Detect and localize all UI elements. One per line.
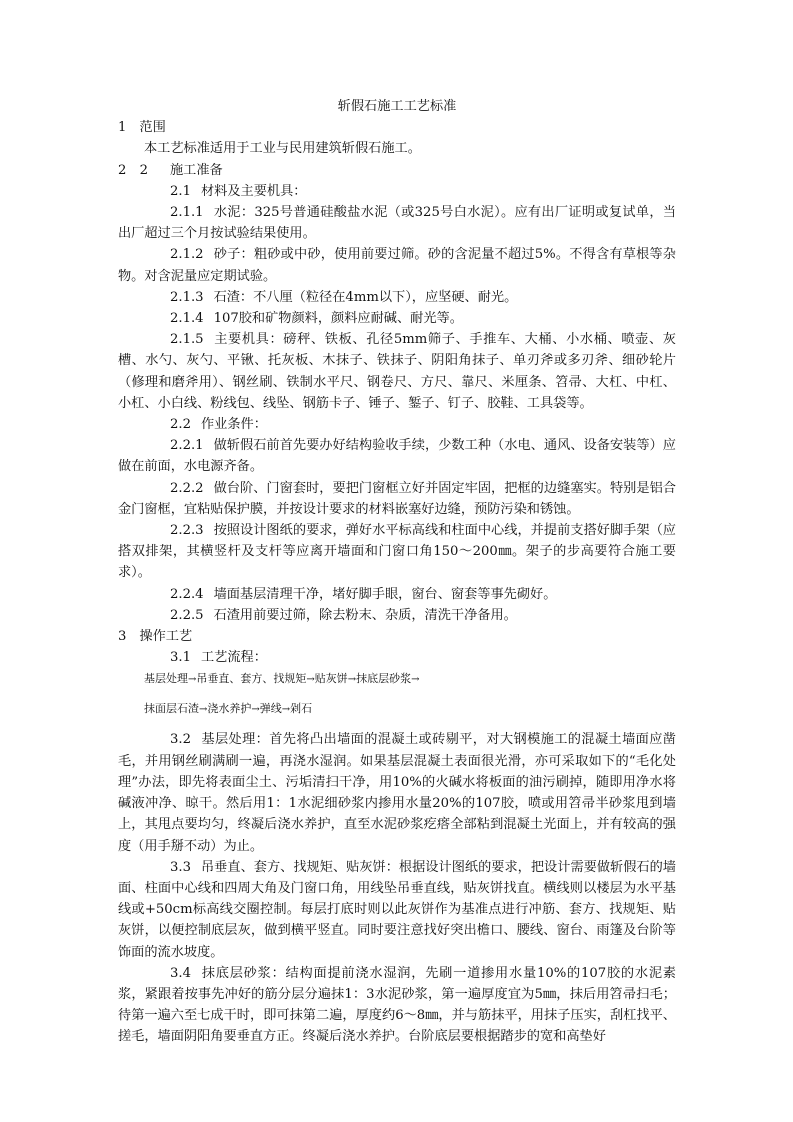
clause-text: 107胶和矿物颜料，颜料应耐碱、耐光等。 [213,311,463,327]
flow-step: 抹面层石渣 [144,702,199,716]
clause-2-2 [118,414,676,435]
clause-text: 做斩假石前首先要办好结构验收手续，少数工种（水电、通风、设备安装等）应做在前面，水电源齐备。 [118,438,676,475]
flow-step: 浇水养护 [207,702,252,716]
clause-number: 2.1.5 [170,332,204,348]
clause-text: 抹底层砂浆：结构面提前浇水湿润，先刷一道掺用水量10%的107胶的水泥素浆，紧跟着按事先冲好的筋分层分遍抹1：3水泥砂浆，第一遍厚度宜为5㎜，抹后用笤帚扫毛；待第一遍六至七成干时，即可抹第二遍，厚度约6～8㎜，并与筋抹平，用抹子压实，刮杠找平、搓毛，墙面阴阳角要垂直方正。终凝后浇水养护。台阶底层要根据踏步的宽和高垫好 [118,965,676,1045]
clause-text: 砂子：粗砂或中砂，使用前要过筛。砂的含泥量不超过5%。不得含有草根等杂物。对含泥量应定期试验。 [118,247,676,284]
clause-text: 工艺流程： [200,650,267,666]
clause-text: 墙面基层清理干净，堵好脚手眼，窗台、窗套等事先砌好。 [213,586,557,602]
clause-number: 2.1.4 [170,311,204,327]
section-1-heading [118,117,676,138]
clause-2-2-3 [118,520,676,584]
clause-3-3 [118,857,676,963]
arrow-right-icon: → [281,704,291,716]
section-number: 3 [118,629,127,645]
clause-2-1-3 [118,287,676,308]
clause-2-1-5 [118,329,676,414]
clause-number: 2.2 [170,417,191,433]
clause-text: 作业条件： [200,417,267,433]
clause-2-1-2 [118,244,676,286]
clause-2-2-2 [118,478,676,520]
clause-number: 2.2.5 [170,607,204,623]
clause-2-2-5 [118,605,676,626]
clause-text: 石渣用前要过筛，除去粉末、杂质，清洗干净备用。 [213,607,517,623]
clause-text: 做台阶、门窗套时，要把门窗框立好并固定牢固，把框的边缝塞实。特别是铝合金门窗框，宜粘贴保护膜，并按设计要求的材料嵌塞好边缝，预防污染和锈蚀。 [118,480,676,517]
clause-2-1 [118,181,676,202]
arrow-right-icon: → [347,674,357,686]
clause-number: 3.1 [170,650,191,666]
clause-number: 2.2.1 [170,438,204,454]
arrow-right-icon: → [411,674,420,686]
clause-number: 3.2 [170,732,191,748]
clause-text: 吊垂直、套方、找规矩、贴灰饼：根据设计图纸的要求，把设计需要做斩假石的墙面、柱面中心线和四周大角及门窗口角，用线坠吊垂直线，贴灰饼找直。横线则以楼层为水平基线或+50cm标高线交圈控制。每层打底时则以此灰饼作为基准点进行冲筋、套方、找规矩、贴灰饼，以便控制底层灰，做到横平竖直。同时要注意找好突出檐口、腰线、窗台、雨篷及台阶等饰面的流水坡度。 [118,859,676,960]
clause-number: 2.1 [170,183,191,199]
clause-2-2-1 [118,435,676,477]
clause-text: 主要机具：磅秤、铁板、孔径5mm筛子、手推车、大桶、小水桶、喷壶、灰槽、水勺、灰勺、平锹、托灰板、木抹子、铁抹子、阴阳角抹子、单刃斧或多刃斧、细砂轮片（修理和磨斧用）、钢丝刷、铁制水平尺、钢卷尺、方尺、靠尺、米厘条、笤帚、大杠、中杠、小杠、小白线、粉线包、线坠、钢筋卡子、锤子、錾子、钉子、胶鞋、工具袋等。 [118,332,676,411]
clause-text: 石渣：不八厘（粒径在4mm以下），应坚硬、耐光。 [213,289,518,305]
clause-number: 2.2.4 [170,586,204,602]
clause-2-1-4 [118,308,676,329]
document-page [118,96,676,1048]
document-title: 斩假石施工工艺标准 [337,99,457,114]
flow-step: 基层处理 [144,672,188,686]
section-1-body: 本工艺标准适用于工业与民用建筑斩假石施工。 [144,141,421,157]
arrow-right-icon: → [188,674,197,686]
section-number: 2 2 [118,162,148,178]
flow-step: 弹线 [259,702,282,716]
flow-step: 贴灰饼 [314,672,348,686]
clause-2-1-1 [118,202,676,244]
clause-text: 基层处理：首先将凸出墙面的混凝土或砖剔平，对大钢模施工的混凝土墙面应凿毛，并用钢丝刷满刷一遍，再浇水湿润。如果基层混凝土表面很光滑，亦可采取如下的“毛化处理”办法，即先将表面尘土、污垢清扫干净，用10%的火碱水将板面的油污刷掉，随即用净水将碱液冲净、晾干。然后用1：1水泥细砂浆内掺用水量20%的107胶，喷或用笤帚半砂浆甩到墙上，其甩点要均匀，终凝后浇水养护，直至水泥砂浆疙瘩全部粘到混凝土光面上，并有较高的强度（用手掰不动）为止。 [118,732,676,854]
flow-step: 抹底层砂浆 [356,672,412,686]
arrow-right-icon: → [306,674,315,686]
clause-number: 3.4 [170,965,191,981]
clause-number: 2.2.2 [170,480,204,496]
section-heading-text: 施工准备 [169,162,223,178]
flow-step: 剁石 [290,702,313,716]
clause-3-1 [118,647,676,668]
clause-number: 2.1.2 [170,247,204,263]
arrow-right-icon: → [251,704,260,716]
clause-3-2 [118,729,676,856]
clause-number: 3.3 [170,859,191,875]
section-heading-text: 范围 [139,120,166,136]
flow-step: 吊垂直、套方、找规矩 [196,672,307,686]
process-flow-line-2 [118,699,676,720]
clause-text: 按照设计图纸的要求，弹好水平标高线和柱面中心线，并提前支搭好脚手架（应搭双排架，其横竖杆及支杆等应离开墙面和门窗口角150～200㎜。架子的步高要符合施工要求）。 [118,523,676,581]
clause-text: 水泥：325号普通硅酸盐水泥（或325号白水泥）。应有出厂证明或复试单，当出厂超过三个月按试验结果使用。 [118,205,676,242]
arrow-right-icon: → [199,704,208,716]
clause-number: 2.2.3 [170,523,204,539]
clause-number: 2.1.1 [170,205,204,221]
clause-2-2-4 [118,584,676,605]
section-3-heading [118,626,676,647]
process-flow-line-1 [118,669,676,690]
clause-number: 2.1.3 [170,289,204,305]
section-2-heading [118,160,676,181]
section-heading-text: 操作工艺 [139,629,193,645]
clause-3-4 [118,963,676,1048]
section-number: 1 [118,120,127,136]
clause-text: 材料及主要机具： [200,183,307,199]
